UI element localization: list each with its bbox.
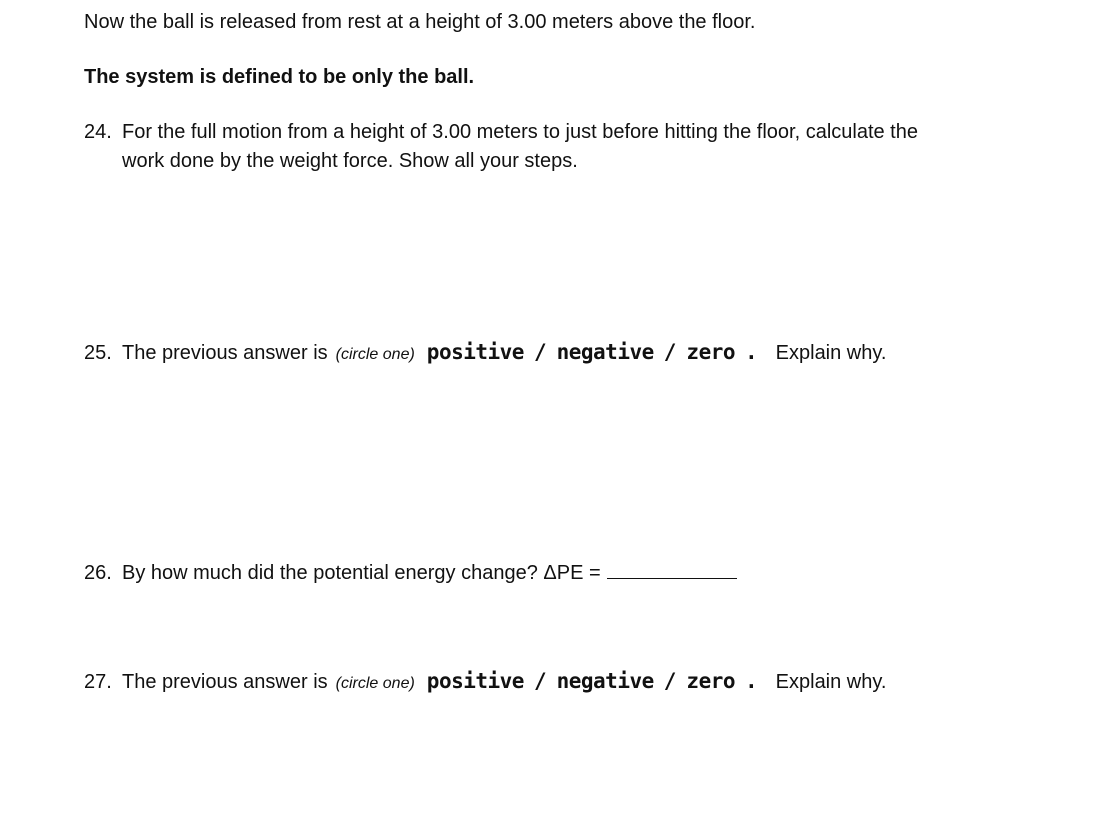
circle-one-note: (circle one) [335, 675, 415, 692]
question-number: 27. [84, 671, 112, 693]
choice-end-dot: . [745, 340, 758, 364]
question-suffix: Explain why. [775, 342, 887, 364]
choice-negative[interactable]: negative [556, 669, 654, 693]
question-27 [84, 669, 886, 696]
question-25 [84, 340, 886, 367]
question-text-line1: For the full motion from a height of 3.00 meters to just before hitting the floor, calculate the [122, 121, 918, 143]
circle-one-note: (circle one) [335, 346, 415, 363]
question-text: By how much did the potential energy change? ΔPE = [122, 562, 601, 584]
choice-zero[interactable]: zero [686, 340, 735, 364]
choice-positive[interactable]: positive [426, 669, 524, 693]
choice-positive[interactable]: positive [426, 340, 524, 364]
question-24-line2: work done by the weight force. Show all your steps. [122, 150, 578, 172]
question-24 [84, 120, 918, 144]
question-number: 24. [84, 121, 112, 143]
choice-separator: / [663, 669, 677, 693]
choice-negative[interactable]: negative [556, 340, 654, 364]
choice-separator: / [663, 340, 677, 364]
system-note: The system is defined to be only the ball. [84, 66, 475, 88]
answer-blank[interactable] [607, 560, 737, 579]
question-prefix: The previous answer is [122, 342, 328, 364]
choice-end-dot: . [745, 669, 758, 693]
question-number: 26. [84, 562, 112, 584]
choice-zero[interactable]: zero [686, 669, 735, 693]
choice-separator: / [533, 340, 547, 364]
choice-separator: / [533, 669, 547, 693]
question-prefix: The previous answer is [122, 671, 328, 693]
question-number: 25. [84, 342, 112, 364]
intro-text: Now the ball is released from rest at a height of 3.00 meters above the floor. [84, 11, 756, 33]
question-suffix: Explain why. [775, 671, 887, 693]
question-26 [84, 560, 737, 585]
